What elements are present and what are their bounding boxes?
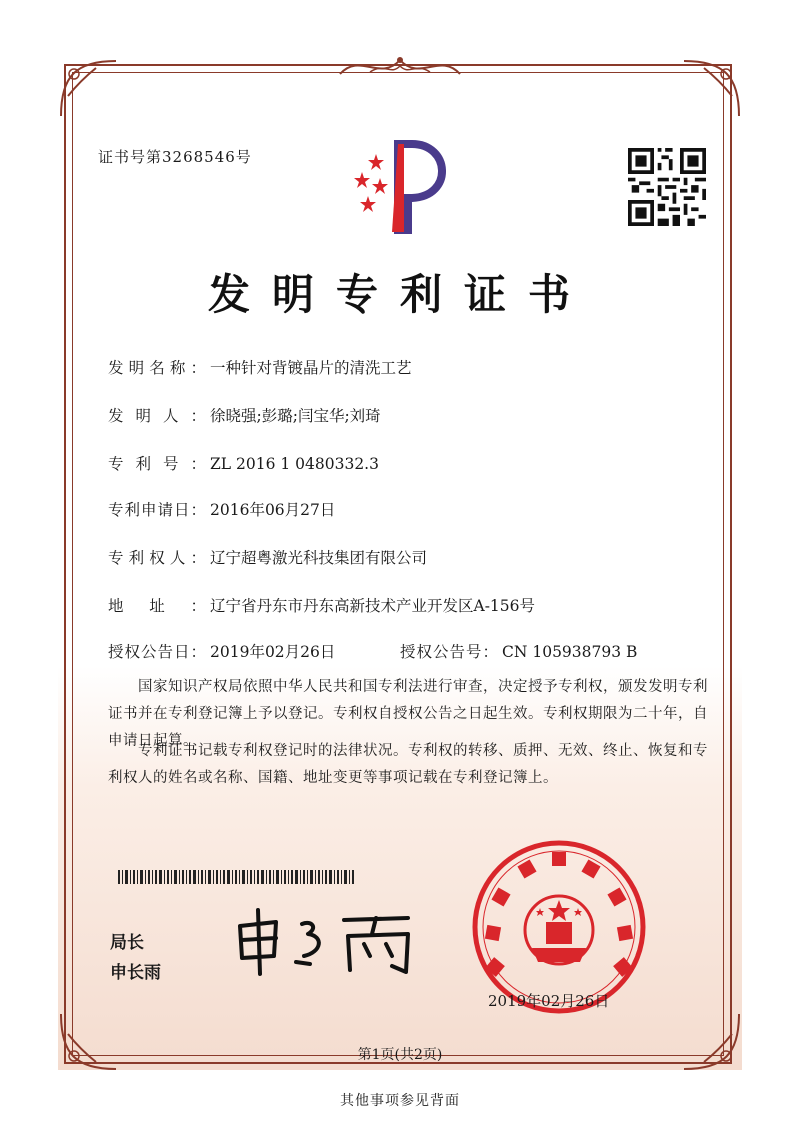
handwritten-signature	[232, 900, 432, 980]
field-value: 辽宁省丹东市丹东高新技术产业开发区A-156号	[210, 597, 536, 615]
document-title: 发明专利证书	[207, 270, 592, 319]
field-label: 发明人：	[108, 407, 206, 425]
page-indicator: 第1页(共2页)	[357, 1047, 443, 1063]
field-value: ZL 2016 1 0480332.3	[210, 455, 379, 473]
signer-title: 局长	[110, 933, 144, 953]
certificate-number: 证书号第3268546号	[98, 148, 252, 166]
field-label: 专利号：	[108, 455, 206, 473]
qr-code-icon	[628, 148, 706, 226]
patent-office-logo-icon	[342, 138, 462, 234]
corner-ornament-icon	[674, 56, 744, 126]
field-patent-number	[108, 452, 379, 474]
statement-paragraph: 国家知识产权局依照中华人民共和国专利法进行审查，决定授予专利权，颁发发明专利证书并在专利登记簿上予以登记。专利权自授权公告之日起生效。专利权期限为二十年，自申请日起算。	[108, 679, 708, 749]
barcode-icon	[118, 870, 354, 884]
field-value: 2016年06月27日	[210, 501, 336, 519]
field-label: 授权公告日：	[108, 643, 206, 661]
field-filing-date	[108, 498, 335, 520]
field-invention-name	[108, 356, 412, 378]
field-label: 专利申请日：	[108, 501, 206, 519]
field-value: 辽宁超粤激光科技集团有限公司	[210, 549, 428, 567]
signer-name: 申长雨	[110, 963, 161, 983]
field-inventors	[108, 404, 381, 426]
field-value: CN 105938793 B	[502, 643, 638, 661]
field-value: 徐晓强;彭璐;闫宝华;刘琦	[210, 407, 381, 425]
field-grant-number	[400, 640, 637, 662]
field-value: 2019年02月26日	[210, 643, 336, 661]
footer-note: 其他事项参见背面	[340, 1093, 460, 1109]
field-label: 专利权人：	[108, 549, 206, 567]
field-label: 授权公告号：	[400, 643, 498, 661]
field-label: 地址：	[108, 597, 206, 615]
seal-date: 2019年02月26日	[488, 992, 610, 1010]
field-address	[108, 594, 535, 616]
field-patentee	[108, 546, 427, 568]
top-ornament-icon	[330, 52, 470, 82]
field-grant-date	[108, 640, 335, 662]
field-value: 一种针对背镀晶片的清洗工艺	[210, 359, 412, 377]
field-label: 发明名称：	[108, 359, 206, 377]
statement-paragraph: 专利证书记载专利权登记时的法律状况。专利权的转移、质押、无效、终止、恢复和专利权人的姓名或名称、国籍、地址变更等事项记载在专利登记簿上。	[108, 743, 708, 786]
corner-ornament-icon	[56, 56, 126, 126]
